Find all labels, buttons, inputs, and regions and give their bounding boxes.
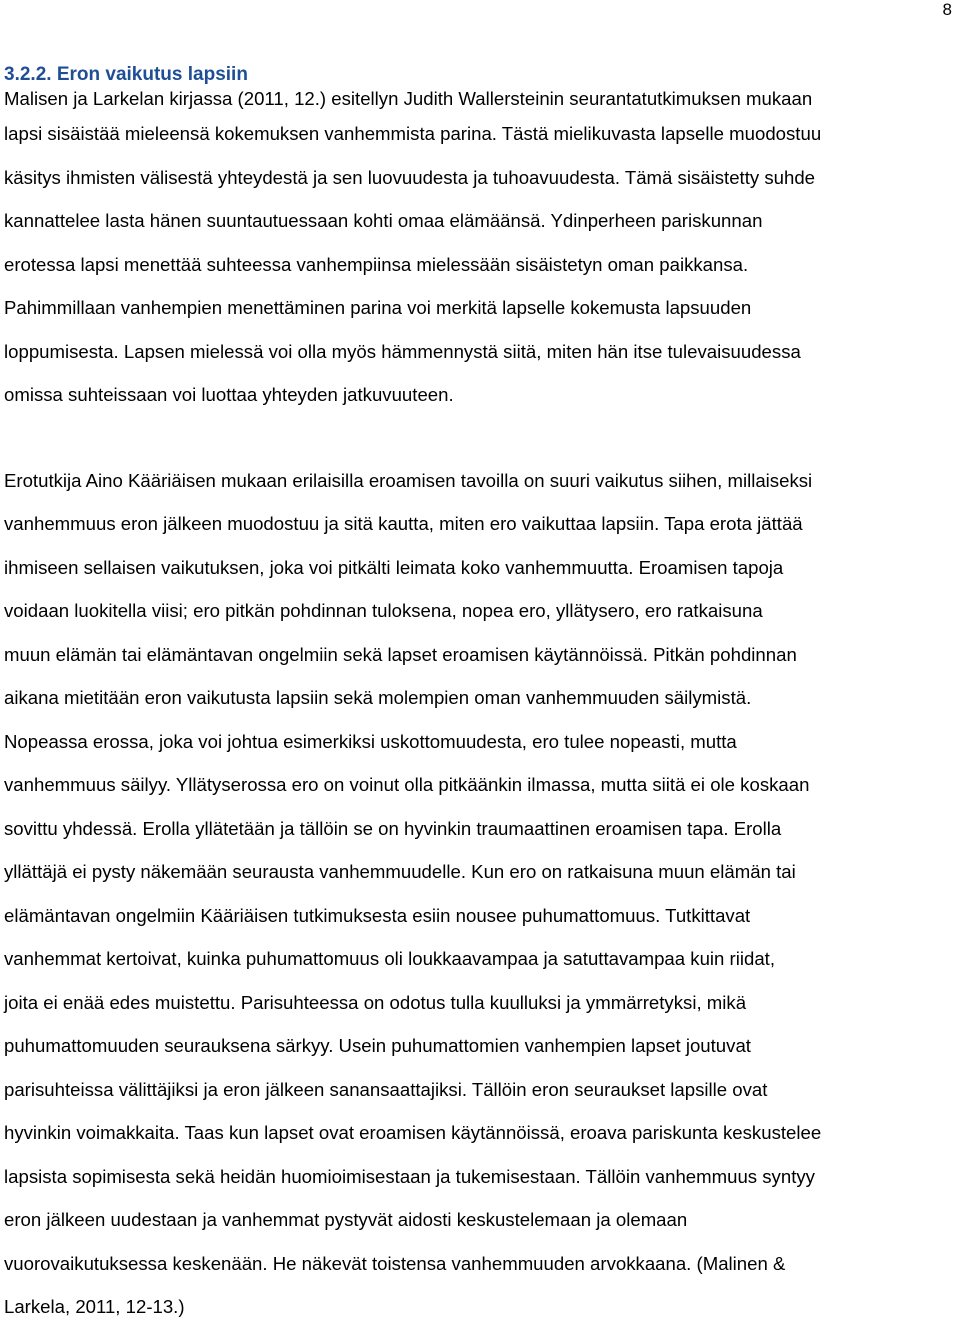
text-line: hyvinkin voimakkaita. Taas kun lapset ovat eroamisen käytännöissä, eroava pariskunta keskustelee (4, 1122, 822, 1143)
text-line: lapsi sisäistää mieleensä kokemuksen vanhemmista parina. Tästä mielikuvasta lapselle muodostuu (4, 123, 822, 144)
text-line: kannattelee lasta hänen suuntautuessaan kohti omaa elämäänsä. Ydinperheen pariskunnan (4, 210, 763, 231)
section-heading: 3.2.2. Eron vaikutus lapsiin (4, 64, 248, 85)
text-line: käsitys ihmisten välisestä yhteydestä ja sen luovuudesta ja tuhoavuudesta. Tämä sisäistetty suhde (4, 166, 815, 188)
text-line: vanhemmuus eron jälkeen muodostuu ja sitä kautta, miten ero vaikuttaa lapsiin. Tapa erota jättää (4, 513, 803, 534)
text-line: loppumisesta. Lapsen mielessä voi olla myös hämmennystä siitä, miten hän itse tulevaisuudessa (4, 340, 801, 362)
text-line: muun elämän tai elämäntavan ongelmiin sekä lapset eroamisen käytännöissä. Pitkän pohdinnan (4, 643, 797, 665)
text-line: omissa suhteissaan voi luottaa yhteyden jatkuvuuteen. (4, 384, 454, 405)
paragraph-gap (4, 417, 956, 459)
paragraph-1 (4, 86, 956, 417)
text-line: Nopeassa erossa, joka voi johtua esimerkiksi uskottomuudesta, ero tulee nopeasti, mutta (4, 730, 737, 752)
text-line: parisuhteissa välittäjiksi ja eron jälkeen sanansaattajiksi. Tällöin eron seuraukset lapsille ovat (4, 1078, 768, 1100)
text-line: vanhemmat kertoivat, kuinka puhumattomuus oli loukkaavampaa ja satuttavampaa kuin riidat, (4, 948, 776, 969)
text-line: elämäntavan ongelmiin Kääriäisen tutkimuksesta esiin nousee puhumattomuus. Tutkittavat (4, 904, 751, 926)
text-line: yllättäjä ei pysty näkemään seurausta vanhemmuudelle. Kun ero on ratkaisuna muun elämän tai (4, 861, 796, 882)
text-line: Pahimmillaan vanhempien menettäminen parina voi merkitä lapselle kokemusta lapsuuden (4, 297, 752, 318)
text-line: vanhemmuus säilyy. Yllätyserossa ero on voinut olla pitkäänkin ilmassa, mutta siitä ei ole koskaan (4, 774, 810, 795)
text-line: aikana mietitään eron vaikutusta lapsiin sekä molempien oman vanhemmuuden säilymistä. (4, 687, 752, 708)
text-line: joita ei enää edes muistettu. Parisuhteessa on odotus tulla kuulluksi ja ymmärretyksi, mikä (4, 991, 747, 1013)
text-line: sovittu yhdessä. Erolla yllätetään ja tällöin se on hyvinkin traumaattinen eroamisen tapa. Erolla (4, 817, 782, 839)
text-line: eron jälkeen uudestaan ja vanhemmat pystyvät aidosti keskustelemaan ja olemaan (4, 1209, 688, 1230)
document-body (4, 64, 956, 1329)
text-line: voidaan luokitella viisi; ero pitkän pohdinnan tuloksena, nopea ero, yllätysero, ero ratkaisuna (4, 600, 763, 621)
text-line: puhumattomuuden seurauksena särkyy. Usein puhumattomien vanhempien lapset joutuvat (4, 1035, 751, 1056)
page-number: 8 (942, 0, 952, 19)
text-line: ihmiseen sellaisen vaikutuksen, joka voi pitkälti leimata koko vanhemmuutta. Eroamisen tapoja (4, 556, 784, 578)
text-line: Larkela, 2011, 12-13.) (4, 1296, 185, 1317)
text-line: vuorovaikutuksessa keskenään. He näkevät toistensa vanhemmuuden arvokkaana. (Malinen & (4, 1252, 786, 1274)
text-line: Erotutkija Aino Kääriäisen mukaan erilaisilla eroamisen tavoilla on suuri vaikutus siihen, millaiseksi (4, 469, 813, 491)
text-line: lapsista sopimisesta sekä heidän huomioimisestaan ja tukemisestaan. Tällöin vanhemmuus syntyy (4, 1165, 815, 1187)
paragraph-2 (4, 459, 956, 1329)
text-line: erotessa lapsi menettää suhteessa vanhempiinsa mielessään sisäistetyn oman paikkansa. (4, 253, 749, 275)
text-line: Malisen ja Larkelan kirjassa (2011, 12.) esitellyn Judith Wallersteinin seurantatutkimuksen mukaan (4, 88, 813, 109)
